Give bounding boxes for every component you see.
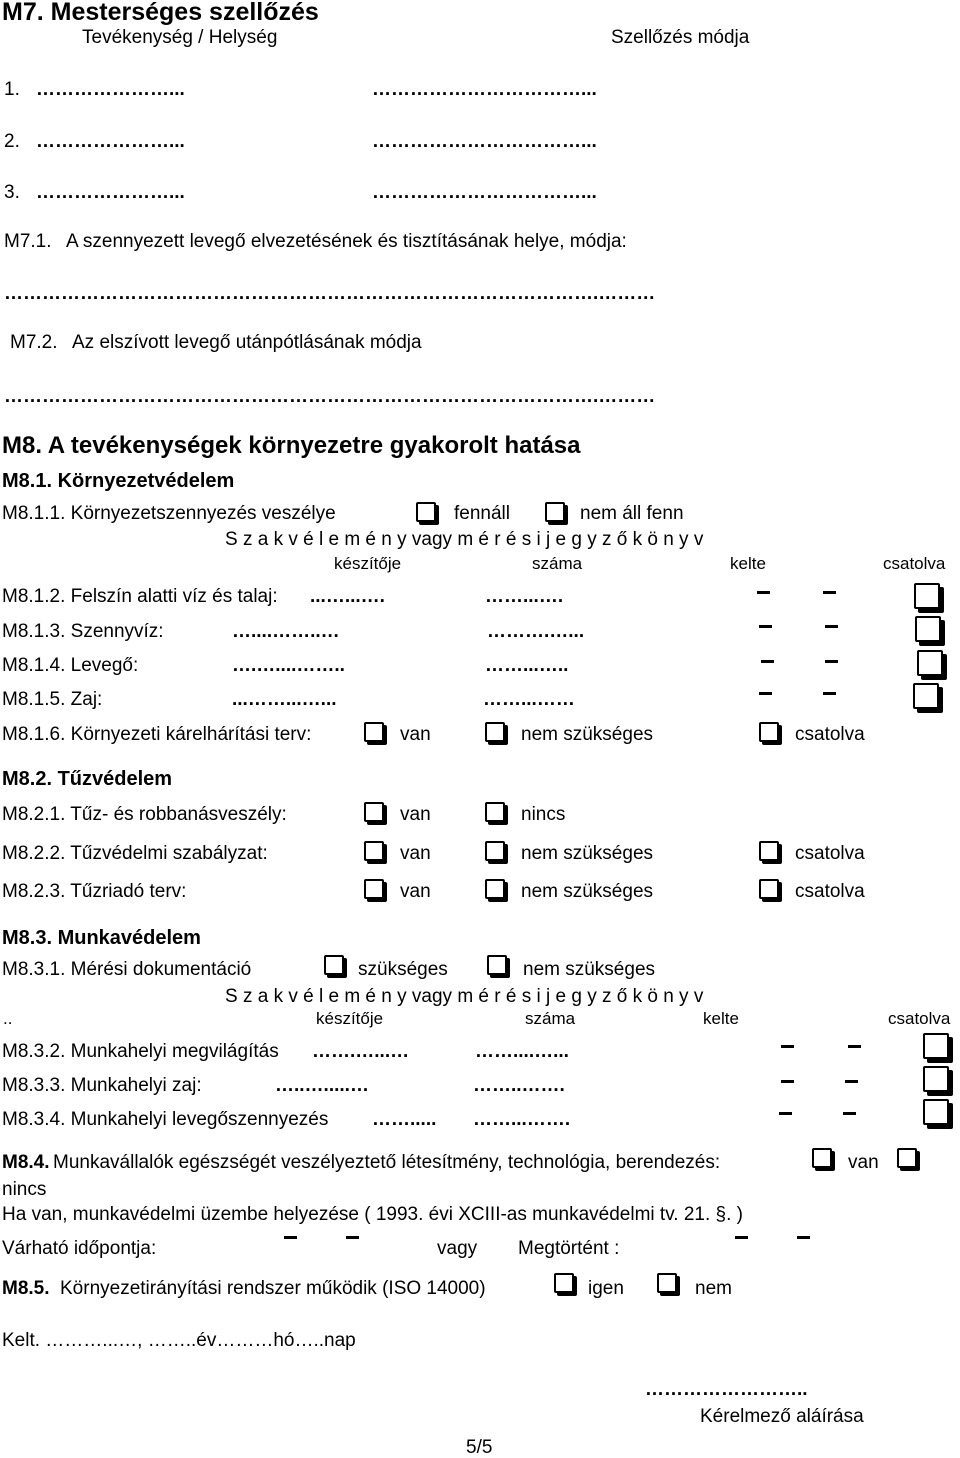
checkbox-nem-szukseges[interactable] xyxy=(485,879,505,899)
work-row-label: M8.3.3. Munkahelyi zaj: xyxy=(2,1075,202,1096)
expert-report-header: S z a k v é l e m é n y vagy m é r é s i j e g y z ő k ö n y v xyxy=(225,986,704,1007)
date-separator xyxy=(797,1236,810,1239)
checkbox-van[interactable] xyxy=(364,802,384,822)
fire-risk-label: M8.2.1. Tűz- és robbanásveszély: xyxy=(2,804,287,825)
row-mode-field-3[interactable]: ……………………………... xyxy=(372,182,597,203)
work-row-label: M8.3.4. Munkahelyi levegőszennyezés xyxy=(2,1109,329,1130)
date-separator xyxy=(823,692,836,695)
section-title-m7: M7. Mesterséges szellőzés xyxy=(2,0,319,26)
checkbox-attached[interactable] xyxy=(923,1099,949,1125)
checkbox-attached[interactable] xyxy=(914,583,940,609)
env-row-label: M8.1.4. Levegő: xyxy=(2,655,139,676)
env-row-number-field[interactable]: ……...…… xyxy=(483,689,575,710)
date-separator xyxy=(284,1236,297,1239)
vagy-label: vagy xyxy=(437,1238,478,1259)
date-separator xyxy=(825,660,838,663)
option-nem-label: nem xyxy=(695,1278,732,1299)
option-csatolva-label: csatolva xyxy=(795,724,865,745)
date-separator xyxy=(848,1045,861,1048)
checkbox-van[interactable] xyxy=(364,879,384,899)
section-title-m8: M8. A tevékenységek környezetre gyakorolt hatása xyxy=(2,432,581,459)
checkbox-nem[interactable] xyxy=(657,1273,677,1293)
row-mode-field-2[interactable]: ……………………………... xyxy=(372,131,597,152)
option-nem-szukseges-label: nem szükséges xyxy=(521,724,654,745)
row-activity-field-1[interactable]: …………………... xyxy=(36,79,185,100)
date-separator xyxy=(757,591,770,594)
row-activity-field-3[interactable]: …………………... xyxy=(36,182,185,203)
date-separator xyxy=(759,692,772,695)
checkbox-nem-szukseges[interactable] xyxy=(485,841,505,861)
option-van-label: van xyxy=(400,804,431,825)
subsection-title-fire: M8.2. Tűzvédelem xyxy=(2,768,173,790)
option-csatolva-label: csatolva xyxy=(795,843,865,864)
env-row-label: M8.1.5. Zaj: xyxy=(2,689,103,710)
row-activity-field-2[interactable]: …………………... xyxy=(36,131,185,152)
option-van-label: van xyxy=(400,881,431,902)
answer-field-m71[interactable]: ………………………………………………………………………………….……… xyxy=(4,283,656,304)
answer-field-m72[interactable]: ………………………………………………………………………………….……… xyxy=(4,386,656,407)
env-row-number-field[interactable]: ……...….. xyxy=(485,655,569,676)
ems-label: Környezetirányítási rendszer működik (ISO 14000) xyxy=(60,1278,486,1299)
date-separator xyxy=(781,1045,794,1048)
option-nem-all-fenn-label: nem áll fenn xyxy=(580,503,684,524)
date-separator xyxy=(761,660,774,663)
checkbox-igen[interactable] xyxy=(554,1273,574,1293)
checkbox-csatolva[interactable] xyxy=(759,722,779,742)
option-van-label: van xyxy=(400,843,431,864)
fire-rules-label: M8.2.2. Tűzvédelmi szabályzat: xyxy=(2,843,268,864)
pollution-risk-label: M8.1.1. Környezetszennyezés veszélye xyxy=(2,503,336,524)
option-nem-szukseges-label: nem szükséges xyxy=(521,843,654,864)
checkbox-van[interactable] xyxy=(364,722,384,742)
signature-label: Kérelmező aláírása xyxy=(700,1406,864,1427)
question-text-m71: A szennyezett levegő elvezetésének és tisztításának helye, módja: xyxy=(66,231,627,252)
question-number-m85: M8.5. xyxy=(2,1278,50,1299)
checkbox-szukseges[interactable] xyxy=(324,955,344,975)
date-separator xyxy=(845,1080,858,1083)
work-row-author-field[interactable]: …….…...… xyxy=(312,1041,410,1062)
env-row-author-field[interactable]: …....……..… xyxy=(232,621,340,642)
col-kelte: kelte xyxy=(703,1009,739,1028)
env-row-author-field[interactable]: ...……...…... xyxy=(232,689,337,710)
col-keszitoje: készítője xyxy=(334,554,402,573)
col-csatolva: csatolva xyxy=(883,554,946,573)
date-separator xyxy=(781,1080,794,1083)
question-number-m84: M8.4. xyxy=(2,1152,50,1173)
option-nincs-label: nincs xyxy=(2,1179,47,1200)
work-row-label: M8.3.2. Munkahelyi megvilágítás xyxy=(2,1041,279,1062)
date-separator xyxy=(735,1236,748,1239)
hazardous-facility-label: Munkavállalók egészségét veszélyeztető létesítmény, technológia, berendezés: xyxy=(53,1152,721,1173)
checkbox-nem-szukseges[interactable] xyxy=(485,722,505,742)
checkbox-attached[interactable] xyxy=(915,616,941,642)
fire-alarm-plan-label: M8.2.3. Tűzriadó terv: xyxy=(2,881,187,902)
column-header-activity: Tevékenység / Helység xyxy=(82,27,278,48)
date-separator xyxy=(759,625,772,628)
option-nem-szukseges-label: nem szükséges xyxy=(523,959,656,980)
option-igen-label: igen xyxy=(588,1278,624,1299)
work-row-number-field[interactable]: ……..……. xyxy=(473,1075,565,1096)
env-row-number-field[interactable]: ……...…. xyxy=(485,586,564,607)
col-szama: száma xyxy=(525,1009,576,1028)
option-nincs-label: nincs xyxy=(521,804,566,825)
date-place-line[interactable]: Kelt. ………...…, ……..év………hó…..nap xyxy=(2,1330,356,1351)
date-separator xyxy=(779,1112,792,1115)
col-kelte: kelte xyxy=(730,554,766,573)
checkbox-fennall[interactable] xyxy=(416,502,436,522)
subsection-title-environment: M8.1. Környezetvédelem xyxy=(2,470,235,492)
row-number-1: 1. xyxy=(4,79,20,100)
option-van-label: van xyxy=(400,724,431,745)
option-van-label: van xyxy=(848,1152,879,1173)
checkbox-nincs[interactable] xyxy=(485,802,505,822)
env-row-number-field[interactable]: ……….…... xyxy=(487,621,585,642)
checkbox-van[interactable] xyxy=(364,841,384,861)
column-header-mode: Szellőzés módja xyxy=(611,27,750,48)
env-row-label: M8.1.2. Felszín alatti víz és talaj: xyxy=(2,586,278,607)
work-row-number-field[interactable]: ……...……. xyxy=(473,1109,571,1130)
signature-line[interactable]: …………………….. xyxy=(645,1379,808,1400)
option-szukseges-label: szükséges xyxy=(358,959,448,980)
checkbox-csatolva[interactable] xyxy=(759,879,779,899)
dots: .. xyxy=(3,1009,13,1028)
checkbox-nem-szukseges[interactable] xyxy=(487,955,507,975)
checkbox-attached[interactable] xyxy=(923,1066,949,1092)
expected-date-label: Várható időpontja: xyxy=(2,1238,157,1259)
row-number-3: 3. xyxy=(4,182,20,203)
row-number-2: 2. xyxy=(4,131,20,152)
date-separator xyxy=(346,1236,359,1239)
checkbox-attached[interactable] xyxy=(923,1033,949,1059)
subsection-title-work-safety: M8.3. Munkavédelem xyxy=(2,927,201,949)
commissioning-note: Ha van, munkavédelmi üzembe helyezése ( 1993. évi XCIII-as munkavédelmi tv. 21. §. ) xyxy=(2,1204,743,1225)
damage-plan-label: M8.1.6. Környezeti kárelhárítási terv: xyxy=(2,724,312,745)
question-number-m71: M7.1. xyxy=(4,231,52,252)
env-row-author-field[interactable]: ….…....…….. xyxy=(232,655,345,676)
checkbox-csatolva[interactable] xyxy=(759,841,779,861)
question-number-m72: M7.2. xyxy=(10,332,58,353)
date-separator xyxy=(825,625,838,628)
work-row-author-field[interactable]: …..….....… xyxy=(275,1075,369,1096)
work-row-author-field[interactable]: ……..... xyxy=(372,1109,437,1130)
col-keszitoje: készítője xyxy=(316,1009,384,1028)
col-szama: száma xyxy=(532,554,583,573)
checkbox-nincs[interactable] xyxy=(897,1148,917,1168)
date-separator xyxy=(823,591,836,594)
expert-report-header: S z a k v é l e m é n y vagy m é r é s i j e g y z ő k ö n y v xyxy=(225,529,704,550)
measurement-doc-label: M8.3.1. Mérési dokumentáció xyxy=(2,959,252,980)
completed-label: Megtörtént : xyxy=(518,1238,620,1259)
checkbox-attached[interactable] xyxy=(913,683,939,709)
option-nem-szukseges-label: nem szükséges xyxy=(521,881,654,902)
env-row-label: M8.1.3. Szennyvíz: xyxy=(2,621,164,642)
page-number: 5/5 xyxy=(466,1437,493,1458)
row-mode-field-1[interactable]: ……………………………... xyxy=(372,79,597,100)
work-row-number-field[interactable]: ……....…... xyxy=(475,1041,569,1062)
question-text-m72: Az elszívott levegő utánpótlásának módja xyxy=(72,332,422,353)
env-row-author-field[interactable]: ...…...…. xyxy=(310,586,385,607)
option-fennall-label: fennáll xyxy=(454,503,510,524)
checkbox-nem-all-fenn[interactable] xyxy=(545,502,565,522)
checkbox-van[interactable] xyxy=(812,1148,832,1168)
option-csatolva-label: csatolva xyxy=(795,881,865,902)
checkbox-attached[interactable] xyxy=(917,650,943,676)
col-csatolva: csatolva xyxy=(888,1009,951,1028)
date-separator xyxy=(843,1112,856,1115)
